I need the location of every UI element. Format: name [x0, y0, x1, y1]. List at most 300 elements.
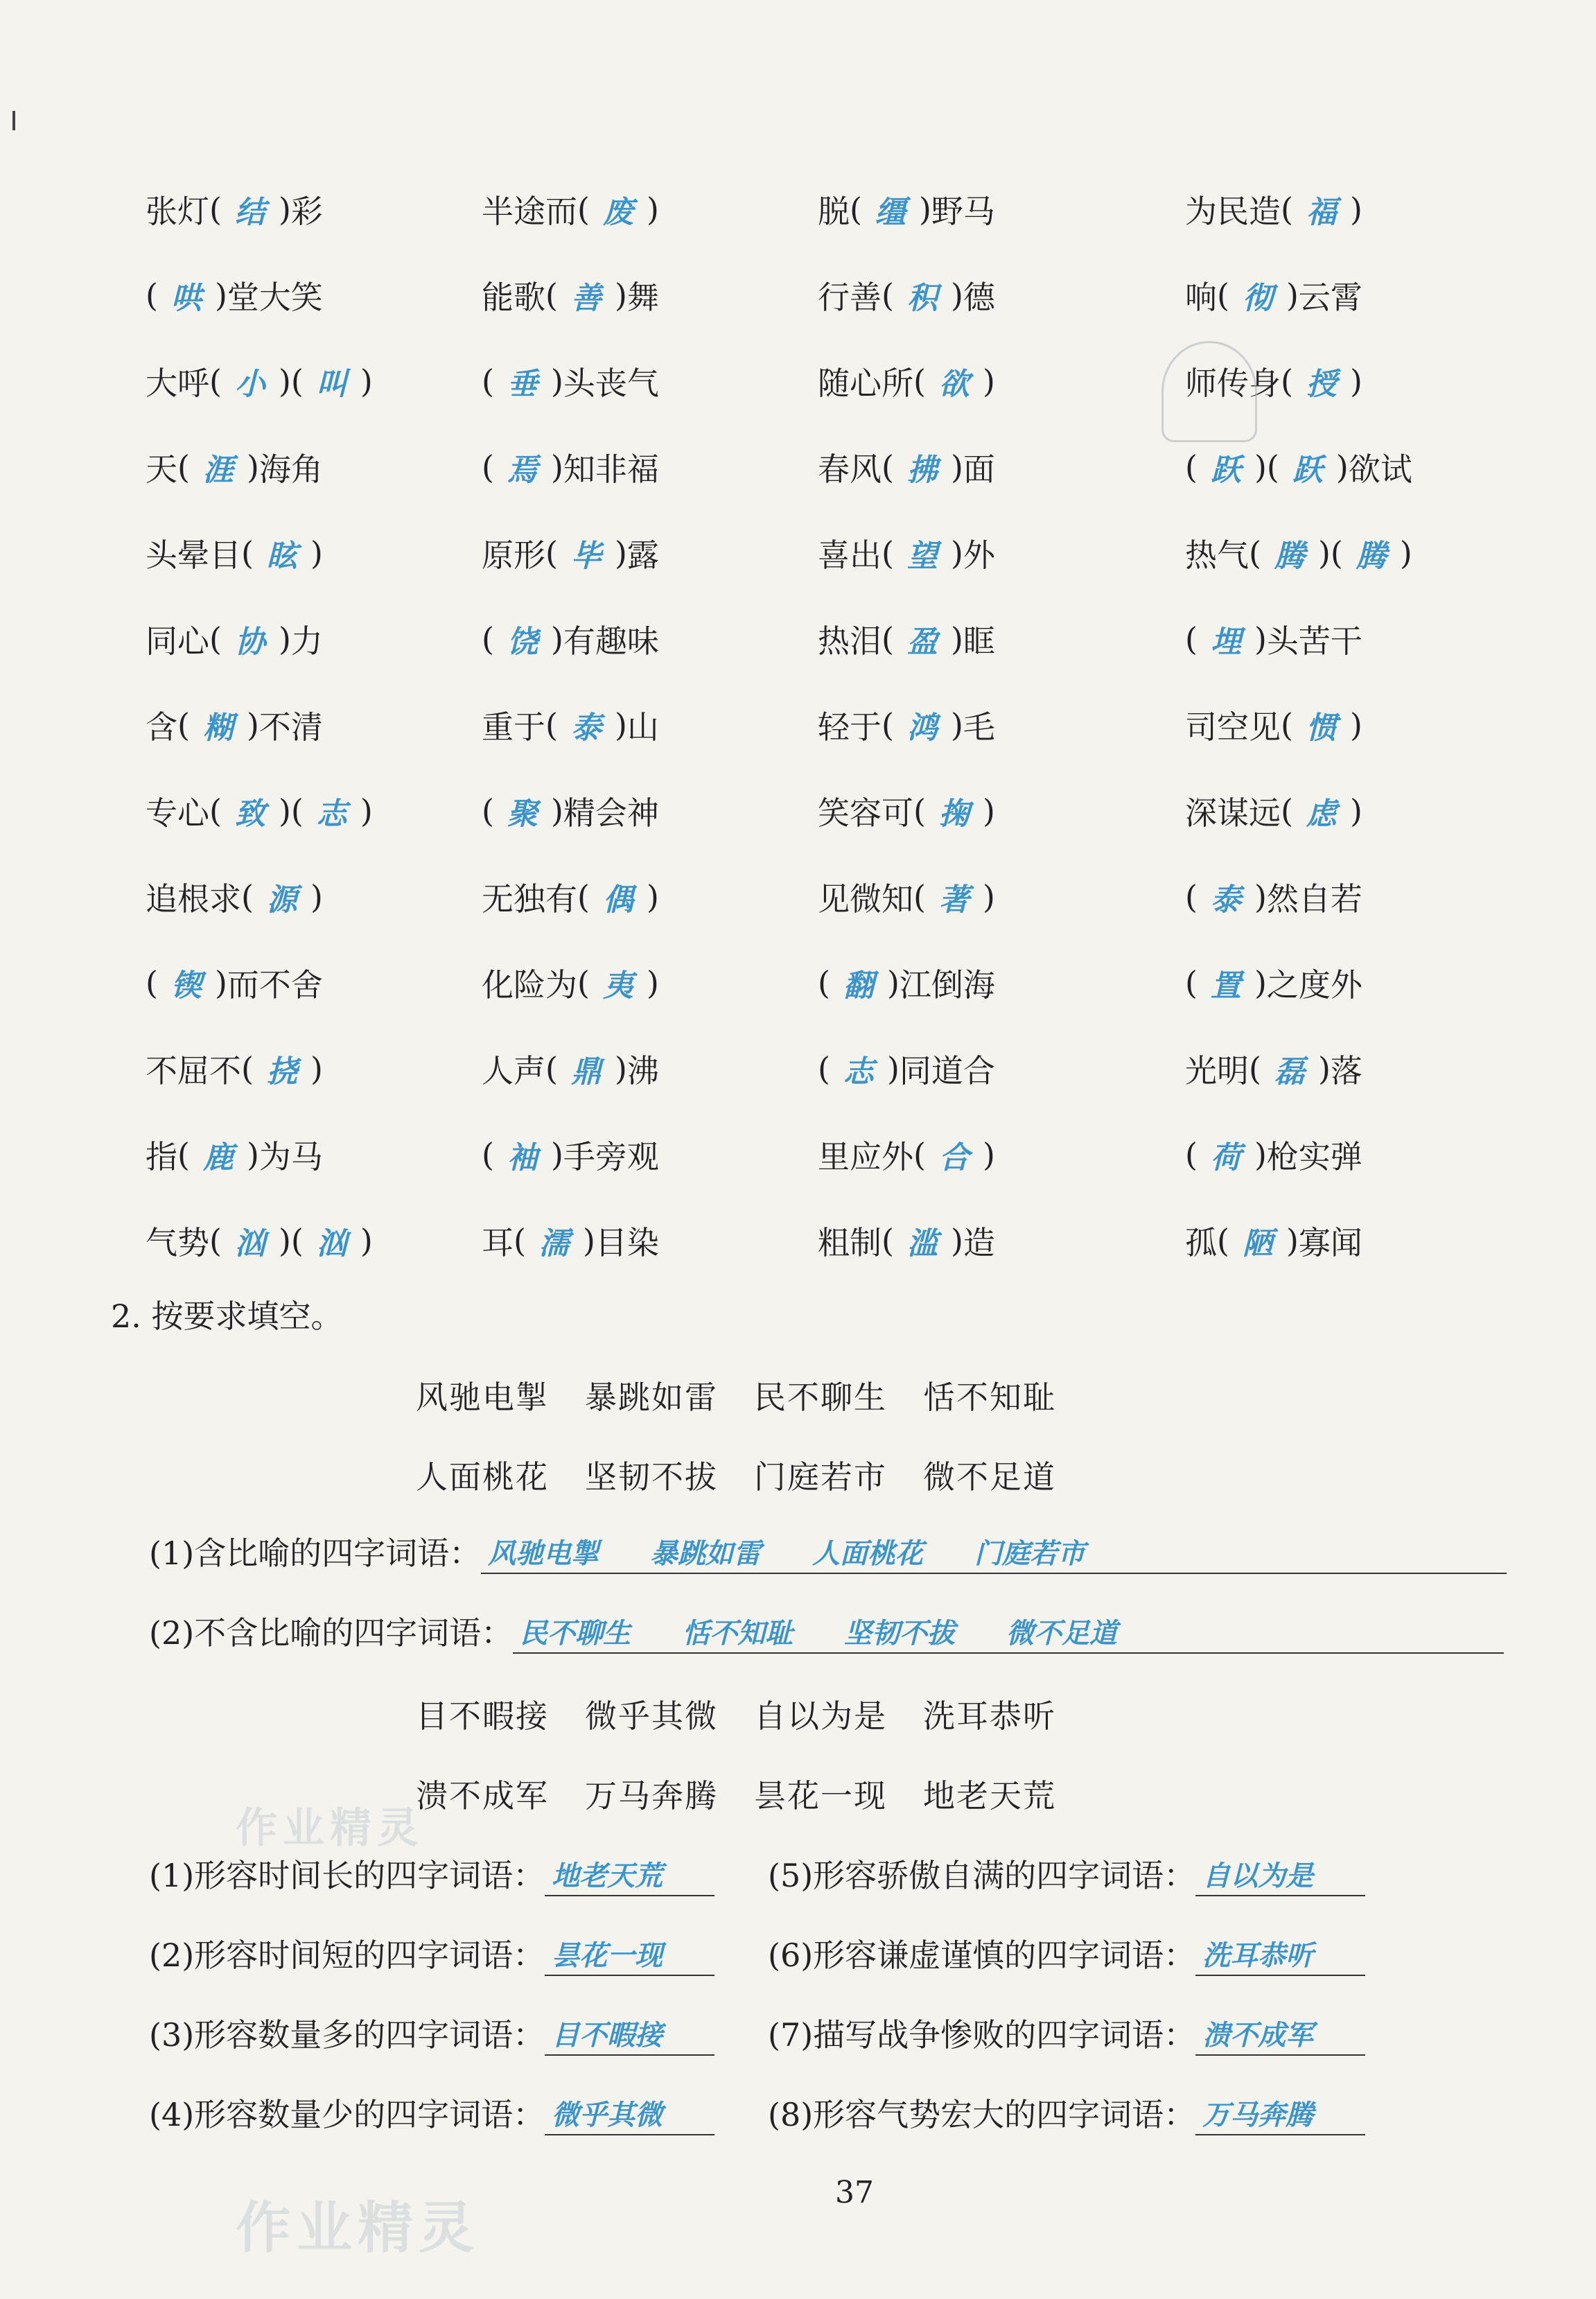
- answer-word: 门庭若市: [974, 1538, 1085, 1570]
- paren-open: (: [882, 534, 894, 572]
- word: 风驰电掣: [416, 1379, 549, 1416]
- answer-field[interactable]: 洗耳恭听: [1195, 1934, 1365, 1976]
- scan-edge-mark: [12, 111, 15, 130]
- paren-close: ): [1254, 620, 1267, 658]
- paren-open: (: [882, 448, 894, 486]
- answer-field[interactable]: 自以为是: [1195, 1854, 1365, 1896]
- blank-answer[interactable]: 欲: [938, 367, 970, 402]
- word: 自以为是: [754, 1697, 887, 1735]
- idiom-text-before: 重于: [482, 708, 545, 746]
- blank-answer[interactable]: 垂: [507, 367, 538, 402]
- word: 昙花一现: [754, 1777, 887, 1815]
- blank-answer[interactable]: 协: [234, 624, 265, 660]
- idiom-item: [1185, 166, 1497, 252]
- paren-open: (: [882, 277, 894, 314]
- blank-answer[interactable]: 陋: [1242, 1226, 1273, 1261]
- idiom-text-before: 行善: [818, 279, 882, 316]
- idiom-text-before: 同心: [146, 622, 209, 660]
- paren-close: ): [278, 1222, 291, 1259]
- watermark: 作业精灵: [236, 1804, 424, 1853]
- paren-open: (: [177, 448, 190, 486]
- answer-word: 微不足道: [1006, 1618, 1117, 1650]
- paren-close: ): [614, 706, 627, 744]
- idiom-item: [146, 768, 482, 854]
- paren-close: ): [246, 448, 259, 486]
- word: 地老天荒: [923, 1777, 1056, 1815]
- paren-close: ): [1399, 534, 1412, 572]
- idiom-text-after: 不清: [258, 708, 323, 746]
- blank-answer[interactable]: 叫: [316, 367, 347, 402]
- idiom-item: [146, 424, 482, 510]
- idiom-text-before: 喜出: [818, 536, 882, 574]
- blank-answer[interactable]: 饶: [507, 624, 538, 660]
- question-line: [768, 2010, 1365, 2056]
- blank-answer[interactable]: 汹: [316, 1226, 347, 1261]
- paren-close: ): [246, 1136, 259, 1173]
- idiom-item: [1185, 1026, 1497, 1112]
- blank-answer[interactable]: 锲: [170, 968, 202, 1004]
- blank-answer[interactable]: 彻: [1242, 281, 1273, 316]
- paren-open: (: [177, 706, 190, 744]
- idiom-text-before: 随心所: [818, 365, 913, 402]
- idiom-text-before: 张灯: [146, 193, 209, 230]
- idiom-text-before: 原形: [482, 536, 545, 574]
- answer-word: 坚韧不拔: [844, 1618, 956, 1650]
- paren-open: (: [241, 1050, 254, 1087]
- idiom-text-before: 追根求: [146, 880, 241, 918]
- paren-close: ): [278, 362, 291, 400]
- blank-answer[interactable]: 缰: [875, 195, 906, 230]
- idiom-item: [146, 252, 482, 338]
- paren-close: ): [982, 362, 995, 400]
- idiom-item: [1185, 940, 1497, 1026]
- question-line: [149, 1528, 1507, 1574]
- blank-answer[interactable]: 源: [266, 882, 297, 918]
- answer-field[interactable]: 微乎其微: [545, 2093, 714, 2135]
- idiom-item: [1185, 1198, 1497, 1284]
- blank-answer[interactable]: 袖: [507, 1140, 538, 1175]
- paren-open: (: [1185, 620, 1198, 658]
- idiom-text-before: 笑容可: [818, 794, 913, 832]
- word: 坚韧不拔: [585, 1458, 718, 1496]
- idiom-text-before: 孤: [1185, 1224, 1217, 1261]
- stamp-mark: [1161, 341, 1257, 442]
- blank-answer[interactable]: 著: [938, 882, 970, 918]
- blank-answer[interactable]: 毕: [570, 539, 602, 574]
- blank-answer[interactable]: 糊: [202, 710, 234, 746]
- blank-answer[interactable]: 哄: [170, 281, 202, 316]
- blank-answer[interactable]: 惯: [1306, 710, 1337, 746]
- blank-answer[interactable]: 授: [1306, 367, 1337, 402]
- idiom-text-before: 含: [146, 708, 177, 746]
- paren-open: (: [146, 277, 158, 314]
- idiom-text-after: 寡闻: [1298, 1224, 1362, 1261]
- idiom-text-before: 人声: [482, 1052, 545, 1090]
- blank-answer[interactable]: 聚: [507, 796, 538, 832]
- idiom-text-after: 头苦干: [1266, 622, 1362, 660]
- paren-close: ): [918, 191, 931, 228]
- idiom-item: [146, 166, 482, 252]
- idiom-text-before: 不屈不: [146, 1052, 241, 1090]
- paren-open: (: [818, 1050, 830, 1087]
- idiom-item: [482, 1198, 818, 1284]
- paren-close: ): [1349, 706, 1362, 744]
- word: 门庭若市: [754, 1458, 887, 1496]
- word: 微乎其微: [585, 1697, 718, 1735]
- idiom-item: [482, 424, 818, 510]
- blank-answer[interactable]: 废: [602, 195, 633, 230]
- idiom-item: [146, 596, 482, 682]
- blank-answer[interactable]: 焉: [507, 453, 538, 488]
- blank-answer[interactable]: 虑: [1306, 796, 1337, 832]
- idiom-text-after: 之度外: [1266, 966, 1362, 1004]
- paren-open: (: [1217, 1222, 1229, 1259]
- word-bank-row: [416, 1372, 1056, 1418]
- blank-answer[interactable]: 腾: [1274, 539, 1305, 574]
- paren-close: ): [550, 362, 563, 400]
- question-line: [768, 1930, 1365, 1976]
- idiom-item: [818, 1112, 1185, 1198]
- paren-open: (: [1281, 706, 1293, 744]
- paren-close: ): [950, 534, 963, 572]
- blank-answer[interactable]: 盈: [906, 624, 938, 660]
- idiom-text-before: 见微知: [818, 880, 913, 918]
- paren-open: (: [146, 964, 158, 1002]
- idiom-text-before: 指: [146, 1138, 177, 1175]
- blank-answer[interactable]: 汹: [234, 1226, 265, 1261]
- paren-close: ): [1317, 534, 1331, 572]
- paren-open: (: [913, 792, 926, 830]
- question-label: (1)形容时间长的四字词语：: [149, 1857, 545, 1894]
- idiom-text-after: 知非福: [563, 451, 659, 488]
- paren-open: (: [1185, 448, 1198, 486]
- blank-answer[interactable]: 结: [234, 195, 265, 230]
- paren-close: ): [360, 792, 373, 830]
- paren-close: ): [550, 1136, 563, 1173]
- idiom-text-after: 为马: [258, 1138, 323, 1175]
- paren-open: (: [818, 964, 830, 1002]
- question-label: (4)形容数量少的四字词语：: [149, 2096, 545, 2133]
- paren-close: ): [614, 534, 627, 572]
- answer-field[interactable]: [513, 1611, 1504, 1654]
- idiom-text-before: 耳: [482, 1224, 514, 1261]
- blank-answer[interactable]: 荷: [1210, 1140, 1241, 1175]
- paren-open: (: [1266, 448, 1279, 486]
- question-label: (6)形容谦虚谨慎的四字词语：: [768, 1937, 1196, 1974]
- paren-open: (: [850, 191, 862, 228]
- idiom-text-after: 力: [290, 622, 323, 660]
- question-line: [149, 2010, 714, 2056]
- idiom-text-before: 头晕目: [146, 536, 241, 574]
- idiom-item: [1185, 1112, 1497, 1198]
- paren-close: ): [214, 277, 227, 314]
- paren-open: (: [1249, 1050, 1261, 1087]
- question-label: (8)形容气势宏大的四字词语：: [768, 2096, 1196, 2133]
- idiom-item: [818, 1026, 1185, 1112]
- idiom-text-after: 面: [963, 451, 995, 488]
- idiom-item: [146, 854, 482, 940]
- paren-close: ): [1349, 191, 1362, 228]
- idiom-item: [818, 940, 1185, 1026]
- blank-answer[interactable]: 涯: [202, 453, 234, 488]
- question-line: [149, 1608, 1504, 1654]
- paren-close: ): [582, 1222, 595, 1259]
- idiom-text-before: 师传身: [1185, 365, 1281, 402]
- idiom-text-before: 气势: [146, 1224, 209, 1261]
- idiom-text-after: 德: [963, 279, 995, 316]
- paren-close: ): [1335, 448, 1349, 486]
- idiom-item: [818, 1198, 1185, 1284]
- idiom-item: [146, 510, 482, 596]
- blank-answer[interactable]: 鹿: [202, 1140, 234, 1175]
- idiom-item: [482, 1026, 818, 1112]
- blank-answer[interactable]: 合: [938, 1140, 970, 1175]
- idiom-text-before: 响: [1185, 279, 1217, 316]
- idiom-item: [482, 768, 818, 854]
- blank-answer[interactable]: 翻: [843, 968, 874, 1004]
- paren-close: ): [950, 706, 963, 744]
- answer-word: 恬不知耻: [682, 1618, 793, 1650]
- paren-open: (: [1185, 878, 1198, 916]
- idiom-text-before: 天: [146, 451, 177, 488]
- word: 恬不知耻: [923, 1379, 1056, 1416]
- paren-close: ): [550, 792, 563, 830]
- paren-close: ): [310, 878, 323, 916]
- question-label: (2)不含比喻的四字词语：: [149, 1614, 514, 1652]
- answer-field[interactable]: 地老天荒: [545, 1854, 714, 1896]
- blank-answer[interactable]: 泰: [570, 710, 602, 746]
- idiom-item: [818, 768, 1185, 854]
- blank-answer[interactable]: 偶: [602, 882, 633, 918]
- idiom-text-before: 专心: [146, 794, 209, 832]
- idiom-text-before: 脱: [818, 193, 850, 230]
- paren-open: (: [209, 1222, 222, 1259]
- idiom-item: [482, 1112, 818, 1198]
- idiom-item: [146, 1112, 482, 1198]
- idiom-text-after: 江倒海: [899, 966, 995, 1004]
- blank-answer[interactable]: 鼎: [570, 1054, 602, 1090]
- paren-close: ): [550, 620, 563, 658]
- idiom-item: [482, 166, 818, 252]
- idiom-text-after: 沸: [626, 1052, 659, 1090]
- idiom-text-after: 山: [626, 708, 659, 746]
- page-number: 37: [835, 2175, 874, 2210]
- idiom-text-after: 然自若: [1266, 880, 1362, 918]
- blank-answer[interactable]: 眩: [266, 539, 297, 574]
- blank-answer[interactable]: 鸿: [906, 710, 938, 746]
- idiom-item: [818, 166, 1185, 252]
- idiom-item: [1185, 596, 1497, 682]
- blank-answer[interactable]: 滥: [906, 1226, 938, 1261]
- blank-answer[interactable]: 埋: [1210, 624, 1241, 660]
- blank-answer[interactable]: 志: [843, 1054, 874, 1090]
- blank-answer[interactable]: 掬: [938, 796, 970, 832]
- idiom-text-before: 化险为: [482, 966, 577, 1004]
- blank-answer[interactable]: 望: [906, 539, 938, 574]
- idiom-text-before: 热气: [1185, 536, 1249, 574]
- idiom-text-after: 露: [626, 536, 659, 574]
- blank-answer[interactable]: 泰: [1210, 882, 1241, 918]
- idiom-text-before: 春风: [818, 451, 882, 488]
- idiom-item: [1185, 252, 1497, 338]
- paren-open: (: [1185, 1136, 1198, 1173]
- idiom-text-after: 毛: [963, 708, 995, 746]
- idiom-item: [818, 596, 1185, 682]
- idiom-item: [818, 854, 1185, 940]
- paren-open: (: [514, 1222, 526, 1259]
- paren-close: ): [614, 1050, 627, 1087]
- idiom-item: [146, 940, 482, 1026]
- answer-word: 暴跳如雷: [650, 1538, 762, 1570]
- idiom-item: [482, 682, 818, 768]
- paren-open: (: [209, 362, 222, 400]
- word-bank-row: [416, 1452, 1056, 1498]
- paren-close: ): [886, 964, 900, 1002]
- paren-open: (: [482, 792, 494, 830]
- section-title: 2. 按要求填空。: [111, 1297, 343, 1335]
- idiom-item: [146, 338, 482, 424]
- idiom-text-after: 有趣味: [563, 622, 659, 660]
- blank-answer[interactable]: 福: [1306, 195, 1337, 230]
- paren-open: (: [241, 878, 254, 916]
- blank-answer[interactable]: 跃: [1292, 453, 1323, 488]
- idiom-text-after: 彩: [290, 193, 323, 230]
- idiom-text-after: 舞: [626, 279, 659, 316]
- paren-open: (: [482, 362, 494, 400]
- paren-close: ): [982, 792, 995, 830]
- blank-answer[interactable]: 志: [316, 796, 347, 832]
- word: 人面桃花: [416, 1458, 549, 1496]
- paren-close: ): [646, 191, 659, 228]
- word: 微不足道: [923, 1458, 1056, 1496]
- answer-field[interactable]: [481, 1532, 1507, 1574]
- idiom-text-after: 海角: [258, 451, 323, 488]
- idiom-text-after: 目染: [595, 1224, 659, 1261]
- blank-answer[interactable]: 致: [234, 796, 265, 832]
- question-label: (5)形容骄傲自满的四字词语：: [768, 1857, 1196, 1894]
- idiom-item: [1185, 682, 1497, 768]
- idiom-item: [818, 510, 1185, 596]
- word: 目不暇接: [416, 1697, 549, 1735]
- idiom-item: [818, 424, 1185, 510]
- idiom-text-before: 轻于: [818, 708, 882, 746]
- answer-field[interactable]: 万马奔腾: [1195, 2093, 1365, 2135]
- paren-open: (: [882, 620, 894, 658]
- paren-close: ): [950, 277, 963, 314]
- blank-answer[interactable]: 置: [1210, 968, 1241, 1004]
- idiom-text-after: 堂大笑: [227, 279, 323, 316]
- blank-answer[interactable]: 挠: [266, 1054, 297, 1090]
- idiom-item: [1185, 854, 1497, 940]
- blank-answer[interactable]: 小: [234, 367, 265, 402]
- paren-open: (: [290, 362, 304, 400]
- idiom-item: [482, 338, 818, 424]
- paren-close: ): [982, 878, 995, 916]
- answer-field[interactable]: 昙花一现: [545, 1934, 714, 1976]
- blank-answer[interactable]: 夷: [602, 968, 633, 1004]
- paren-close: ): [1349, 792, 1362, 830]
- paren-open: (: [290, 792, 304, 830]
- paren-close: ): [214, 964, 227, 1002]
- word: 万马奔腾: [585, 1777, 718, 1815]
- idiom-item: [146, 682, 482, 768]
- idiom-text-before: 光明: [1185, 1052, 1249, 1090]
- question-line: [149, 1851, 714, 1896]
- paren-open: (: [1281, 792, 1293, 830]
- paren-open: (: [913, 362, 926, 400]
- paren-close: ): [1317, 1050, 1331, 1087]
- blank-answer[interactable]: 善: [570, 281, 602, 316]
- idiom-grid: [146, 166, 1497, 1284]
- idiom-item: [1185, 510, 1497, 596]
- idiom-item: [818, 338, 1185, 424]
- paren-close: ): [1254, 878, 1267, 916]
- word: 溃不成军: [416, 1777, 549, 1815]
- idiom-item: [482, 940, 818, 1026]
- paren-close: ): [278, 792, 291, 830]
- idiom-text-after: 枪实弹: [1266, 1138, 1362, 1175]
- paren-open: (: [1249, 534, 1261, 572]
- paren-open: (: [1281, 362, 1293, 400]
- paren-open: (: [882, 706, 894, 744]
- paren-open: (: [209, 191, 222, 228]
- answer-field[interactable]: 溃不成军: [1195, 2013, 1365, 2056]
- blank-answer[interactable]: 拂: [906, 453, 938, 488]
- idiom-text-after: 落: [1330, 1052, 1362, 1090]
- paren-open: (: [482, 1136, 494, 1173]
- paren-open: (: [1281, 191, 1293, 228]
- paren-close: ): [310, 534, 323, 572]
- paren-open: (: [209, 620, 222, 658]
- paren-open: (: [545, 277, 558, 314]
- idiom-item: [482, 854, 818, 940]
- paren-open: (: [290, 1222, 304, 1259]
- paren-close: ): [1286, 1222, 1299, 1259]
- idiom-text-after: 眶: [963, 622, 995, 660]
- paren-close: ): [550, 448, 563, 486]
- idiom-text-before: 无独有: [482, 880, 577, 918]
- paren-close: ): [246, 706, 259, 744]
- idiom-text-before: 司空见: [1185, 708, 1281, 746]
- paren-close: ): [886, 1050, 900, 1087]
- idiom-text-after: 外: [963, 536, 995, 574]
- answer-word: 民不聊生: [520, 1618, 631, 1650]
- answer-field[interactable]: 目不暇接: [545, 2013, 714, 2056]
- paren-open: (: [913, 878, 926, 916]
- paren-open: (: [1330, 534, 1343, 572]
- idiom-text-after: 野马: [931, 193, 995, 230]
- paren-open: (: [545, 1050, 558, 1087]
- blank-answer[interactable]: 濡: [538, 1226, 570, 1261]
- idiom-item: [482, 596, 818, 682]
- paren-close: ): [310, 1050, 323, 1087]
- paren-close: ): [360, 1222, 373, 1259]
- watermark: 作业精灵: [236, 2196, 480, 2260]
- paren-close: ): [1254, 1136, 1267, 1173]
- blank-answer[interactable]: 积: [906, 281, 938, 316]
- blank-answer[interactable]: 磊: [1274, 1054, 1305, 1090]
- idiom-text-before: 大呼: [146, 365, 209, 402]
- question-line: [768, 2090, 1365, 2135]
- paren-close: ): [614, 277, 627, 314]
- paren-close: ): [950, 1222, 963, 1259]
- paren-close: ): [278, 620, 291, 658]
- paren-open: (: [482, 448, 494, 486]
- blank-answer[interactable]: 跃: [1210, 453, 1241, 488]
- idiom-text-after: 欲试: [1348, 451, 1412, 488]
- blank-answer[interactable]: 腾: [1356, 539, 1387, 574]
- paren-close: ): [1254, 448, 1267, 486]
